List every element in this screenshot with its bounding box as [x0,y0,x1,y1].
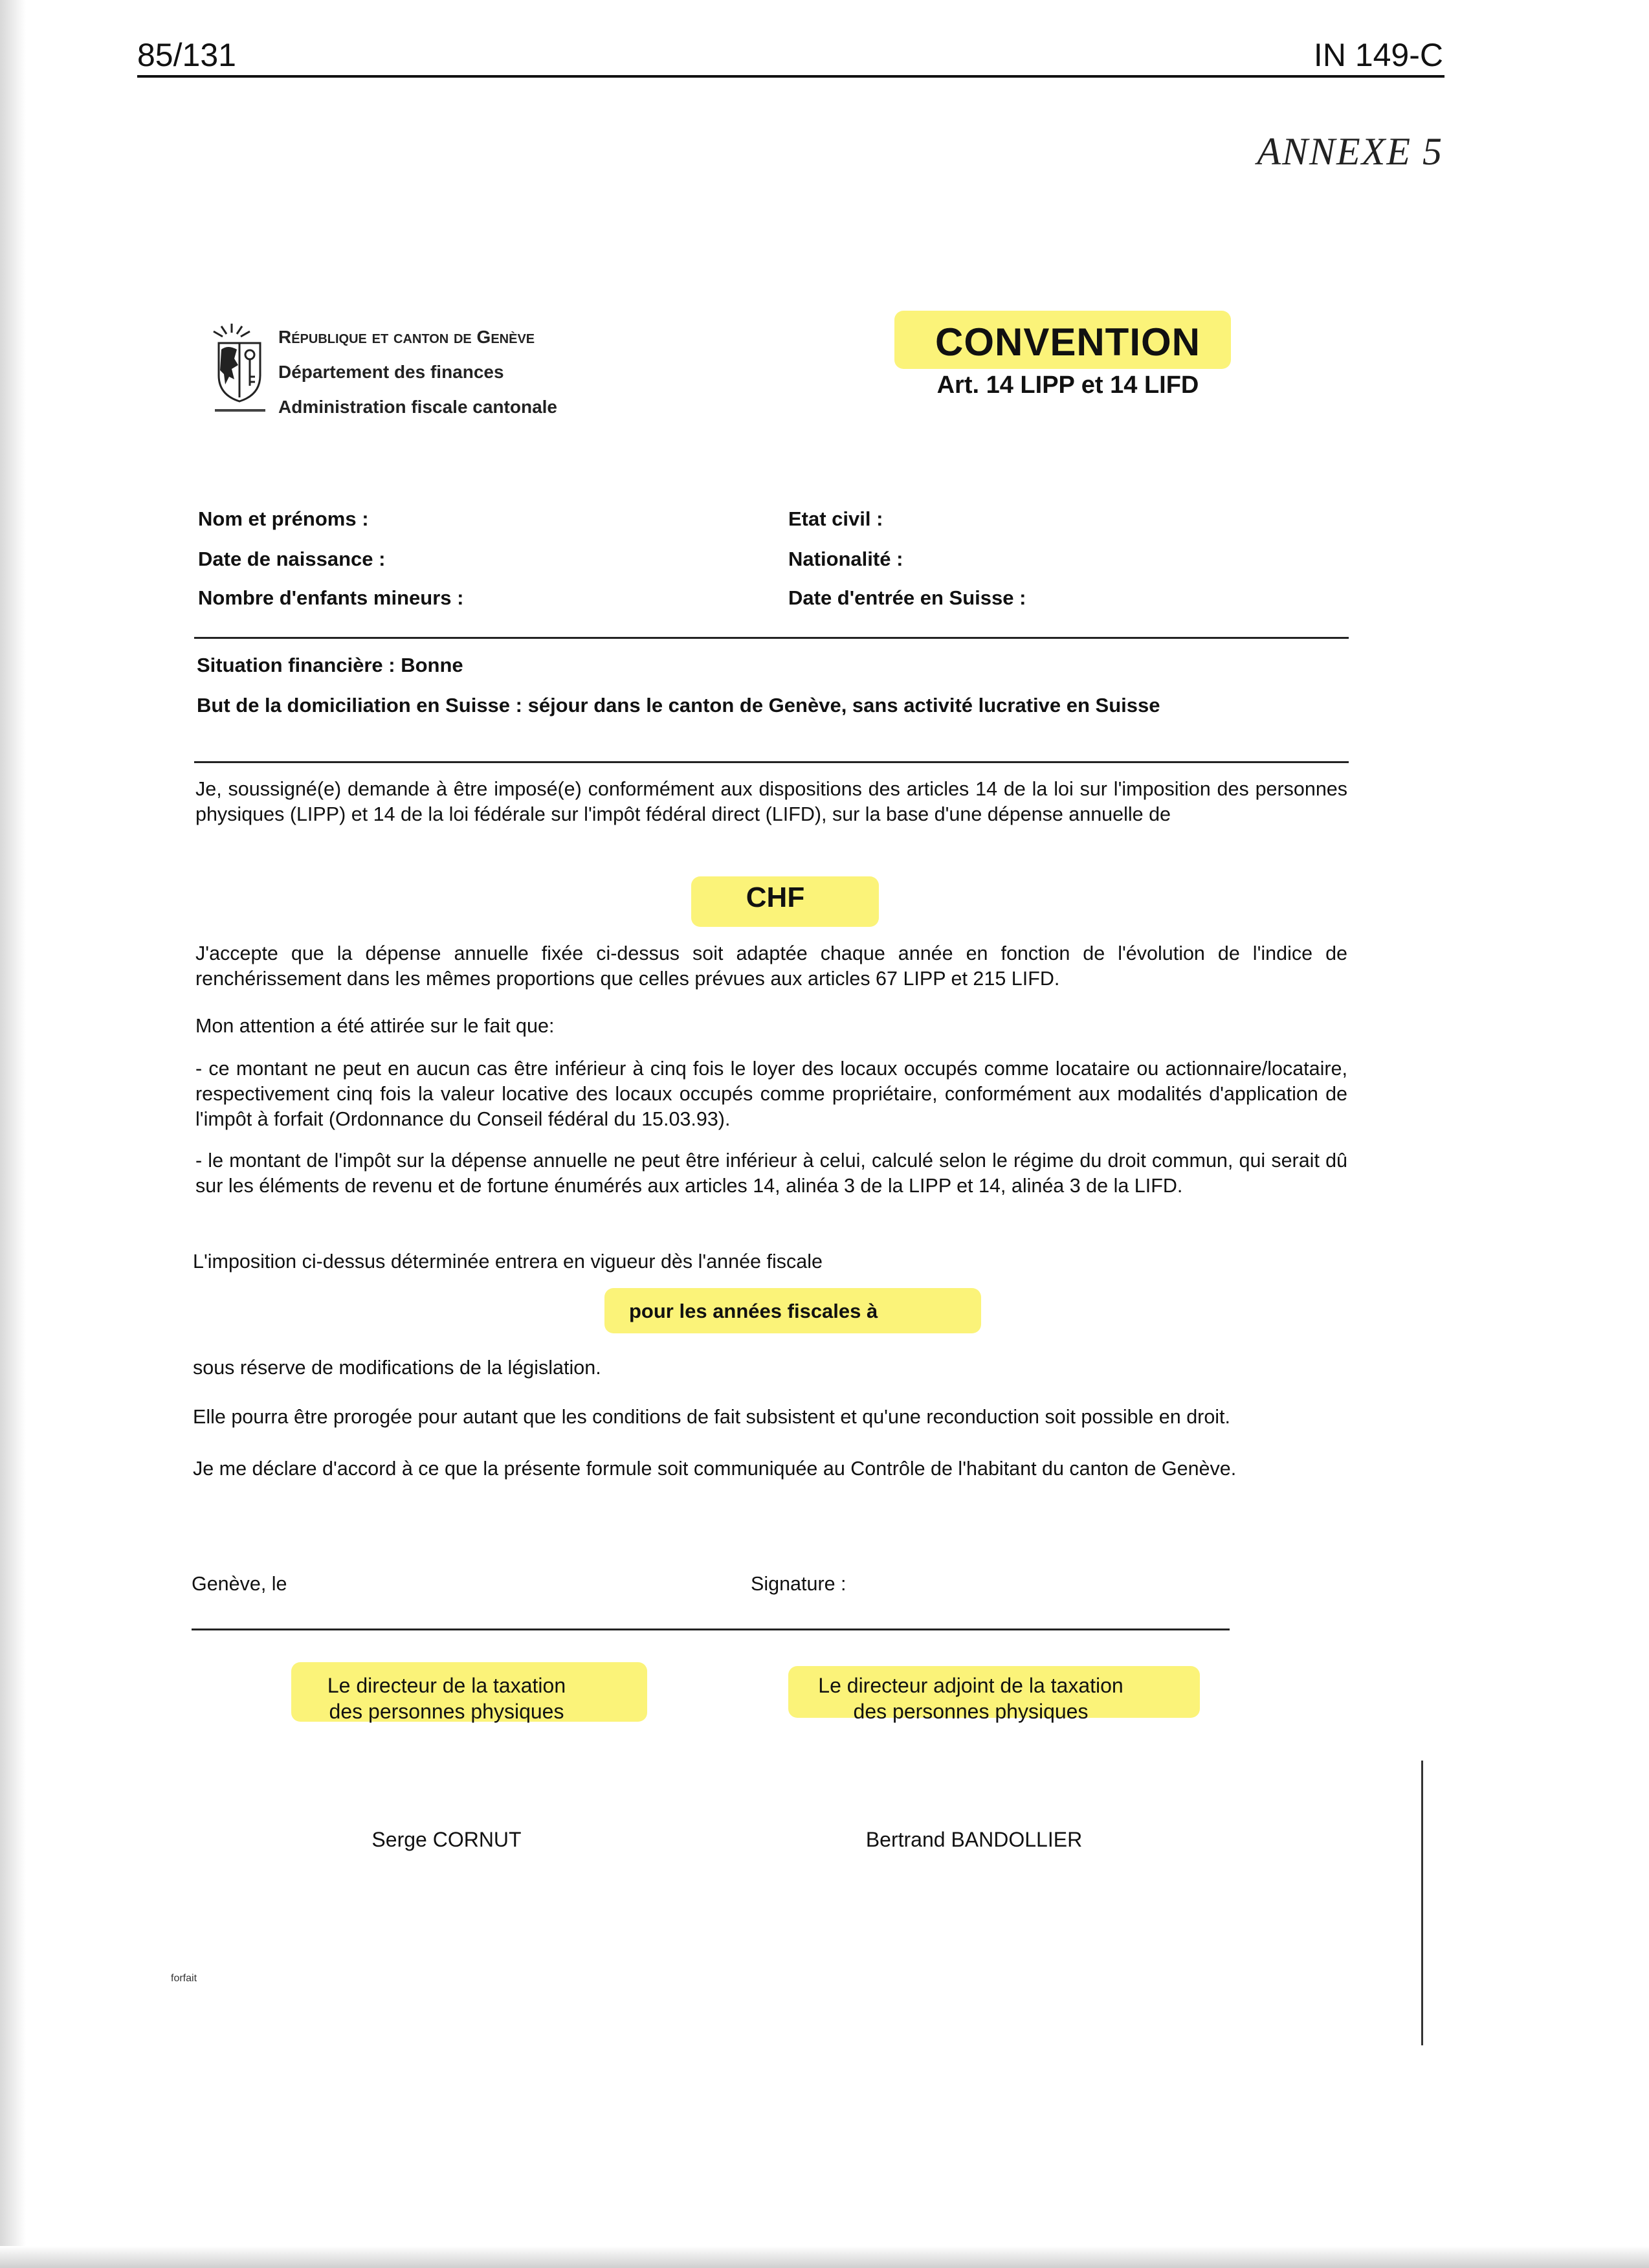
signature-label: Signature : [751,1573,847,1595]
footer-tag: forfait [171,1973,197,1984]
document-reference: IN 149-C [1313,37,1443,73]
consent-paragraph: Je me déclare d'accord à ce que la présente formule soit communiquée au Contrôle de l'habitant du canton de Genève. [193,1458,1237,1480]
director-right-title-line1: Le directeur adjoint de la taxation [818,1674,1123,1697]
director-left-name: Serge CORNUT [371,1828,522,1851]
director-right-title [796,1673,1145,1724]
signature-rule [192,1629,1230,1630]
currency-label: CHF [746,882,805,913]
director-left-title [285,1673,608,1724]
scan-left-shadow [0,0,26,2268]
annexe-label: ANNEXE 5 [1257,130,1443,173]
field-nationality: Nationalité : [788,548,903,570]
director-left-title-line1: Le directeur de la taxation [327,1674,566,1697]
bullet-tax-amount: - le montant de l'impôt sur la dépense annuelle ne peut être inférieur à celui, calculé selon le régime du droit commun, qui serait dû sur les éléments de revenu et de fortune énumérés aux articles 14, alinéa 3 de la LIPP et 14, alinéa 3 de la LIFD. [195,1150,1347,1197]
director-left-title-line2: des personnes physiques [329,1700,564,1723]
attention-line: Mon attention a été attirée sur le fait que: [195,1015,555,1037]
section-rule-2 [194,761,1349,763]
authority-republic: République et canton de Genève [278,327,535,347]
authority-administration: Administration fiscale cantonale [278,397,557,417]
extension-line: Elle pourra être prorogée pour autant que les conditions de fait subsistent et qu'une reconduction soit possible en droit. [193,1406,1231,1428]
director-right-name: Bertrand BANDOLLIER [865,1828,1083,1851]
financial-situation: Situation financière : Bonne [197,654,463,676]
reserve-line: sous réserve de modifications de la législation. [193,1357,601,1379]
field-children: Nombre d'enfants mineurs : [198,586,464,609]
convention-title: CONVENTION [935,320,1201,364]
convention-subtitle: Art. 14 LIPP et 14 LIFD [936,372,1199,399]
field-birthdate: Date de naissance : [198,548,386,570]
place-date-label: Genève, le [192,1573,287,1595]
effective-line: L'imposition ci-dessus déterminée entrera en vigueur dès l'année fiscale [193,1251,823,1273]
field-civil-status: Etat civil : [788,507,883,530]
authority-department: Département des finances [278,362,504,382]
field-entry-date: Date d'entrée en Suisse : [788,586,1026,609]
page-number: 85/131 [137,37,236,73]
geneva-coat-of-arms-icon [206,321,271,418]
header-rule [137,75,1444,78]
request-paragraph: Je, soussigné(e) demande à être imposé(e) conformément aux dispositions des articles 14 de la loi sur l'imposition des personnes physiques (LIPP) et 14 de la loi fédérale sur l'impôt fédéral direct (LIFD), sur la base d'une dépense annuelle de [195,778,1347,825]
scan-edge-mark [1421,1761,1423,2045]
fiscal-years-line: pour les années fiscales à [629,1300,878,1322]
accept-paragraph: J'accepte que la dépense annuelle fixée ci-dessus soit adaptée chaque année en fonction de l'évolution de l'indice de renchérissement dans les mêmes proportions que celles prévues aux articles 67 LIPP et 215 LIFD. [195,942,1347,990]
scan-bottom-shadow [0,2246,1649,2268]
field-name: Nom et prénoms : [198,507,369,530]
domicile-purpose: But de la domiciliation en Suisse : séjour dans le canton de Genève, sans activité lucrative en Suisse [197,694,1160,717]
bullet-rent: - ce montant ne peut en aucun cas être inférieur à cinq fois le loyer des locaux occupés comme locataire ou actionnaire/locataire, respectivement cinq fois la valeur locative des locaux occupés comme propriétaire, conformément aux modalités d'application de l'impôt à forfait (Ordonnance du Conseil fédéral du 15.03.93). [195,1058,1347,1130]
authority-block [278,320,641,425]
director-right-title-line2: des personnes physiques [853,1700,1089,1723]
section-rule-1 [194,637,1349,639]
